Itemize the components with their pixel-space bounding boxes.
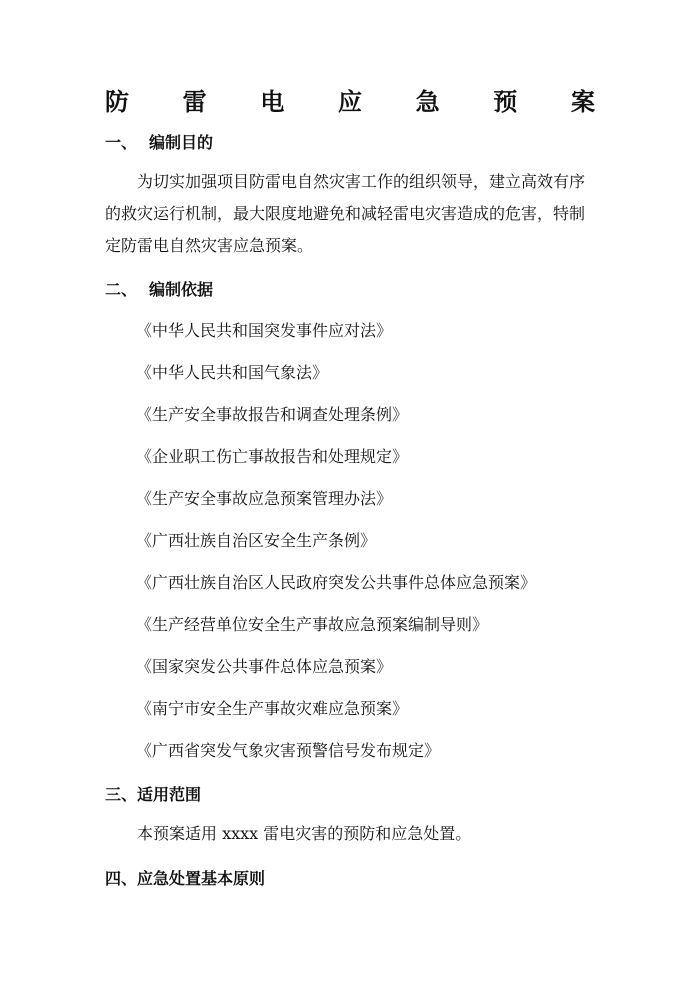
section-title: 编制依据 [149,280,214,299]
title-char: 急 [415,87,440,116]
title-char: 防 [105,87,129,116]
section-heading-1 [105,130,213,153]
title-char: 预 [493,87,518,116]
paragraph-line [105,818,595,850]
section-number: 一、 [105,133,138,152]
section-1-paragraph [105,166,595,262]
section-heading-4: 四、应急处置基本原则 [105,869,266,888]
reference-item: 《企业职工伤亡事故报告和处理规定》 [136,447,409,466]
reference-item: 《广西壮族自治区人民政府突发公共事件总体应急预案》 [136,573,537,592]
paragraph-line [105,166,595,198]
reference-item: 《国家突发公共事件总体应急预案》 [136,657,393,676]
paragraph-line: 定防雷电自然灾害应急预案。 [105,236,314,255]
paragraph-text: 本预案适用 xxxx 雷电灾害的预防和应急处置。 [137,824,472,843]
reference-item: 《中华人民共和国气象法》 [136,363,329,382]
reference-item: 《生产经营单位安全生产事故应急预案编制导则》 [136,615,489,634]
section-3-paragraph [105,818,595,850]
section-heading-3: 三、适用范围 [105,785,202,804]
paragraph-line: 的救灾运行机制，最大限度地避免和减轻雷电灾害造成的危害，特制 [105,204,586,223]
reference-item: 《生产安全事故报告和调查处理条例》 [136,405,409,424]
title-char: 雷 [182,87,207,116]
page-title [105,82,595,117]
section-title: 编制目的 [149,133,214,152]
reference-item: 《南宁市安全生产事故灾难应急预案》 [136,699,409,718]
section-number: 二、 [105,280,138,299]
section-heading-2 [105,277,213,300]
paragraph-text: 为切实加强项目防雷电自然灾害工作的组织领导，建立高效有序 [137,172,586,191]
title-char: 案 [570,87,595,116]
title-char: 电 [260,87,285,116]
reference-item: 《中华人民共和国突发事件应对法》 [136,321,393,340]
reference-item: 《生产安全事故应急预案管理办法》 [136,489,393,508]
reference-item: 《广西省突发气象灾害预警信号发布规定》 [136,741,441,760]
title-char: 应 [337,87,362,116]
reference-item: 《广西壮族自治区安全生产条例》 [136,531,377,550]
